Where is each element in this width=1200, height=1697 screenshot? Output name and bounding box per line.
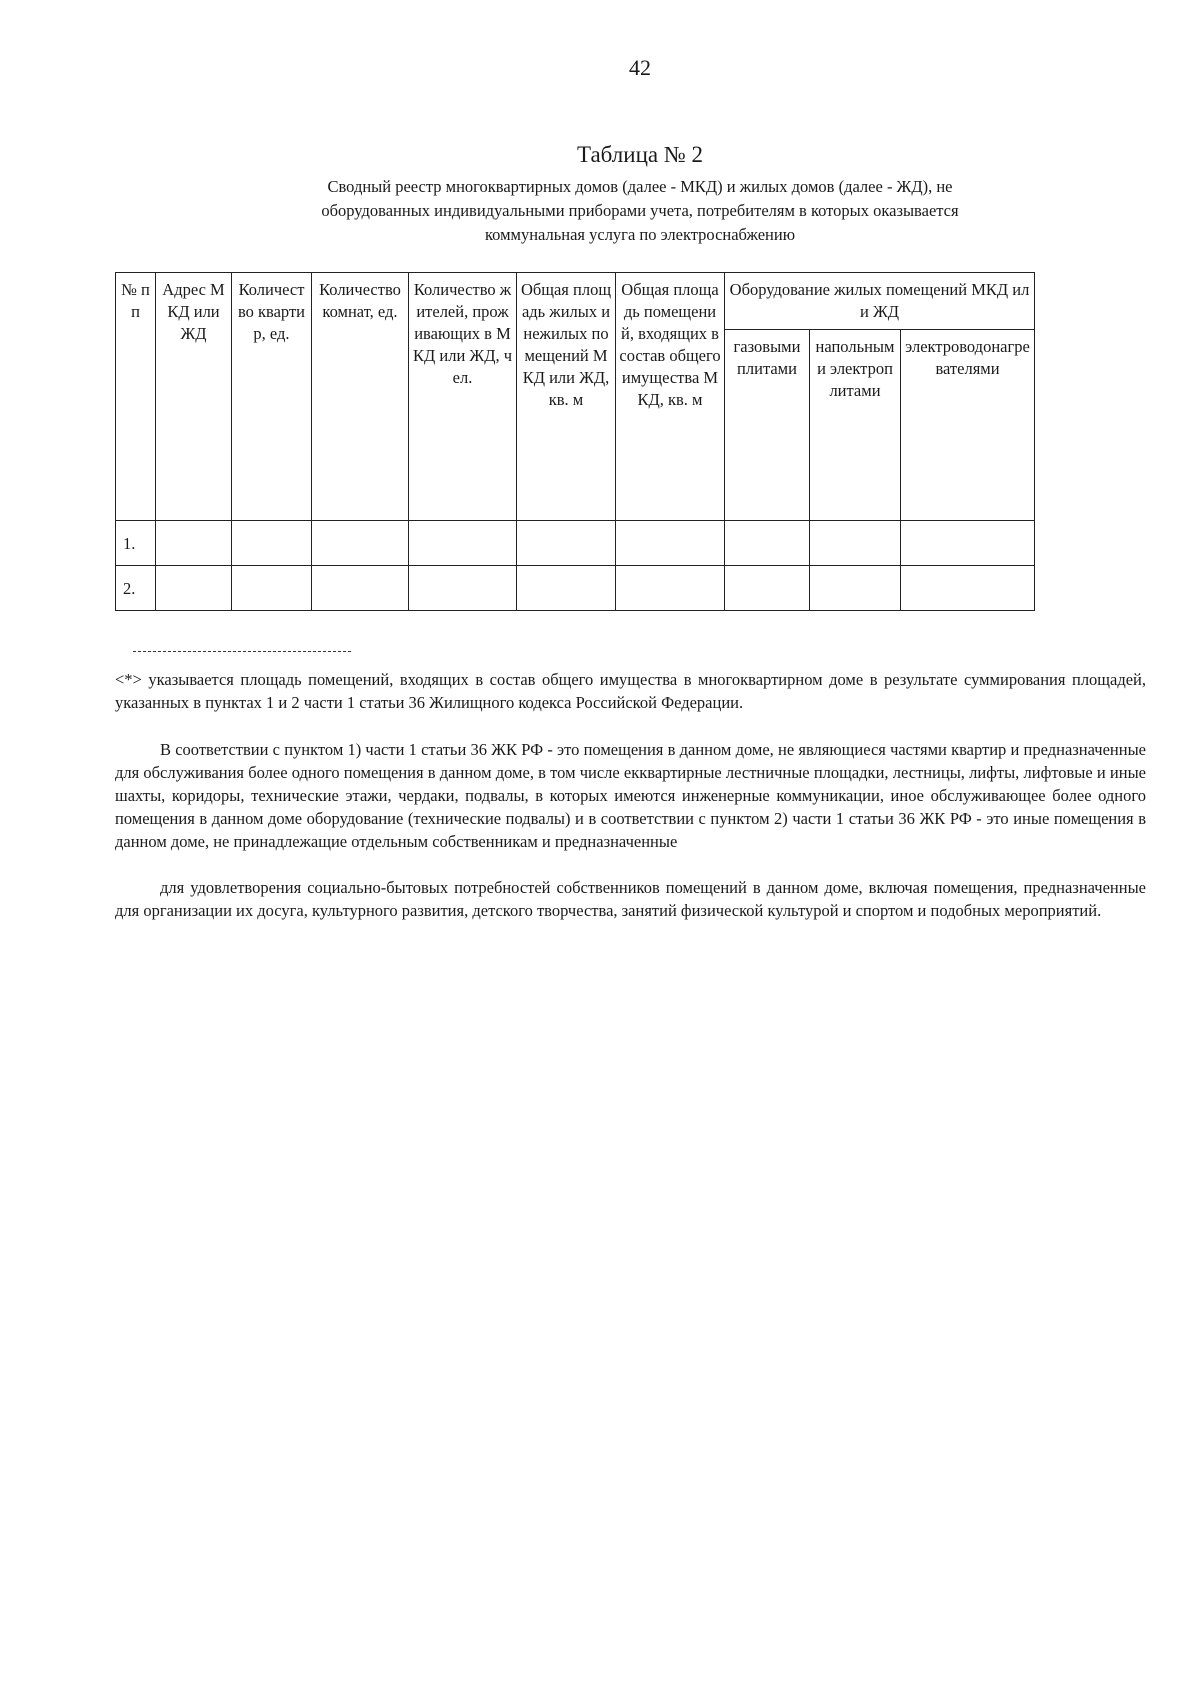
table-cell — [810, 521, 901, 566]
table-cell — [901, 566, 1035, 611]
header-common-area: Общая площадь помещений, входящих в состав общего имущества МКД, кв. м — [616, 273, 725, 521]
table-cell — [312, 566, 409, 611]
header-gas-stoves: газовыми плитами — [725, 330, 810, 521]
header-row — [116, 273, 1035, 330]
table-cell — [156, 521, 232, 566]
paragraph-2-text: для удовлетворения социально-бытовых потребностей собственников помещений в данном доме, включая помещения, предназначенные для организации их досуга, культурного развития, детского творчества, занятий физической культурой и спортом и подобных мероприятий. — [115, 878, 1146, 920]
header-electric-stoves: напольными электроплитами — [810, 330, 901, 521]
table-row — [116, 566, 1035, 611]
table-cell — [901, 521, 1035, 566]
table-cell — [409, 566, 517, 611]
table-row — [116, 521, 1035, 566]
header-apartments: Количество квартир, ед. — [232, 273, 312, 521]
footnote-divider — [133, 651, 351, 652]
table-cell — [312, 521, 409, 566]
table-cell — [616, 521, 725, 566]
row-number: 1. — [116, 521, 156, 566]
table-cell — [810, 566, 901, 611]
table-cell — [156, 566, 232, 611]
table-cell — [517, 521, 616, 566]
table-cell — [725, 566, 810, 611]
header-number: № пп — [116, 273, 156, 521]
page-number: 42 — [629, 55, 651, 80]
header-equipment-group: Оборудование жилых помещений МКД или ЖД — [725, 273, 1035, 330]
table-cell — [409, 521, 517, 566]
paragraph-1-text: В соответствии с пунктом 1) части 1 статьи 36 ЖК РФ - это помещения в данном доме, не являющиеся частями квартир и предназначенные для обслуживания более одного помещения в данном доме, в том числе екквартирные лестничные площадки, лестницы, лифты, лифтовые и иные шахты, коридоры, технические этажи, чердаки, подвалы, в которых имеются инженерные коммуникации, иное обслуживающее более одного помещения в данном доме оборудование (технические подвалы) и в соответствии с пунктом 2) части 1 статьи 36 ЖК РФ - это иные помещения в данном доме, не принадлежащие отдельным собственникам и предназначенные — [115, 740, 1146, 851]
table-title: Таблица № 2 — [576, 142, 704, 167]
row-number: 2. — [116, 566, 156, 611]
table-caption: Сводный реестр многоквартирных домов (далее - МКД) и жилых домов (далее - ЖД), не оборудованных индивидуальными приборами учета, потребителям в которых оказывается коммунальная услуга по электроснабжению — [321, 177, 959, 244]
paragraph-1 — [115, 738, 1146, 853]
header-water-heaters: электроводонагревателями — [901, 330, 1035, 521]
table-cell — [725, 521, 810, 566]
footnote-text: <*> указывается площадь помещений, входящих в состав общего имущества в многоквартирном доме в результате суммирования площадей, указанных в пунктах 1 и 2 части 1 статьи 36 Жилищного кодекса Российской Федерации. — [115, 670, 1146, 712]
table-cell — [232, 566, 312, 611]
header-address: Адрес МКД или ЖД — [156, 273, 232, 521]
table-cell — [232, 521, 312, 566]
table-cell — [616, 566, 725, 611]
table-cell — [517, 566, 616, 611]
registry-table — [115, 272, 1035, 611]
header-rooms: Количество комнат, ед. — [312, 273, 409, 521]
header-residents: Количество жителей, проживающих в МКД или ЖД, чел. — [409, 273, 517, 521]
paragraph-2 — [115, 876, 1146, 922]
header-total-area: Общая площадь жилых и нежилых помещений МКД или ЖД, кв. м — [517, 273, 616, 521]
